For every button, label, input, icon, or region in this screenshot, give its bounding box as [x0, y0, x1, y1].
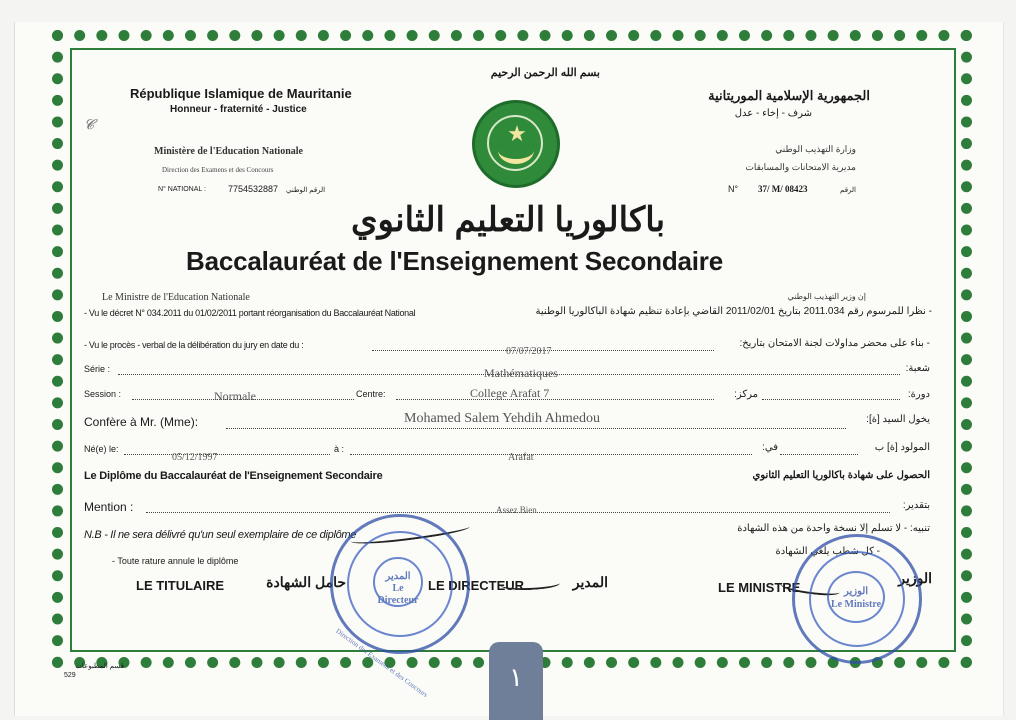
minister-stamp [792, 534, 922, 664]
session-value: Normale [214, 389, 256, 403]
session-ar: دورة: [907, 389, 930, 400]
proces-fr: - Vu le procès - verbal de la délibération du jury en date du : [84, 340, 304, 350]
ministre-ar: الوزير [898, 570, 932, 586]
direction-fr: Direction des Examens et des Concours [162, 166, 274, 174]
page-tab[interactable]: ١ [489, 642, 543, 720]
mention-value: Assez Bien [496, 505, 537, 515]
confere-dotline [226, 428, 846, 429]
centre-value: College Arafat 7 [470, 386, 550, 400]
born-fr: Né(e) le: [84, 444, 119, 454]
director-stamp-ring-text: Direction des Examens et des Concours [334, 627, 430, 699]
session-fr: Session : [84, 389, 122, 399]
republic-fr: République Islamique de Mauritanie [130, 86, 352, 101]
director-stamp [330, 514, 470, 699]
decree-fr: - Vu le décret N° 034.2011 du 01/02/2011 portant réorganisation du Baccalauréat National [84, 308, 416, 318]
serie-value: Mathématiques [484, 366, 558, 380]
motto-fr: Honneur - fraternité - Justice [170, 104, 307, 115]
minister-stamp-core [827, 571, 885, 623]
directeur-fr: LE DIRECTEUR [428, 578, 525, 593]
national-label-ar: الرقم الوطني [286, 187, 326, 194]
minister-ar: إن وزير التهذيب الوطني [787, 292, 866, 301]
emblem-inner-ring [487, 115, 543, 171]
confere-ar: يخول السيد [ة]: [866, 414, 930, 425]
minister-fr: Le Ministre de l'Education Nationale [102, 292, 250, 303]
serie-fr: Série : [84, 364, 111, 374]
rature-ar: - كل شطب يلغي الشهادة [775, 546, 880, 557]
born-ar-dotline [780, 454, 858, 455]
director-stamp-text: Le Directeur [377, 583, 419, 606]
centre-dotline [396, 399, 714, 400]
basmala: بسم الله الرحمن الرحيم [490, 67, 600, 79]
crescent-icon [498, 137, 534, 164]
minister-stamp-ar: الوزير [843, 586, 869, 597]
national-number: 7754532887 [228, 184, 279, 194]
national-emblem [472, 100, 560, 188]
director-stamp-core [373, 557, 423, 607]
name-value: Mohamed Salem Yehdih Ahmedou [404, 411, 600, 426]
confere-fr: Confère à Mr. (Mme): [84, 415, 199, 429]
number-prefix: N° [728, 184, 739, 194]
directeur-ar: المدير [572, 574, 608, 590]
born-ar: المولود [ة] ب [874, 442, 930, 453]
proces-date: 07/07/2017 [506, 346, 552, 357]
print-number: 529 [64, 672, 76, 679]
proces-ar: - بناء على محضر مداولات لجنة الامتحان بتاريخ: [739, 338, 930, 349]
born-at-dotline [350, 454, 752, 455]
titulaire-ar: حامل الشهادة [266, 574, 346, 590]
centre-ar: مركز: [734, 389, 758, 400]
ministry-fr: Ministère de l'Education Nationale [154, 146, 303, 157]
rature-fr: - Toute rature annule le diplôme [112, 556, 239, 566]
ministre-fr: LE MINISTRE [718, 580, 801, 595]
mention-ar: بتقدير: [902, 500, 930, 511]
ministry-ar: وزارة التهذيب الوطني [775, 144, 856, 154]
national-label: N° NATIONAL : [158, 186, 206, 193]
born-value: 05/12/1997 [172, 452, 218, 463]
print-label-ar: قسم المطبوعات [75, 663, 124, 670]
direction-ar: مديرية الامتحانات والمسابقات [745, 162, 856, 172]
serie-ar: شعبة: [905, 363, 930, 374]
motto-ar: شرف - إخاء - عدل [734, 108, 812, 119]
born-place: Arafat [508, 452, 534, 463]
session-ar-dotline [762, 399, 900, 400]
mention-fr: Mention : [84, 500, 134, 514]
titulaire-fr: LE TITULAIRE [136, 578, 225, 593]
title-ar: باكالوريا التعليم الثانوي [350, 201, 666, 239]
born-at-fr: à : [334, 444, 345, 454]
star-icon: ★ [507, 121, 527, 146]
nb-fr: N.B - Il ne sera délivré qu'un seul exemplaire de ce diplôme [84, 529, 357, 541]
republic-ar: الجمهورية الإسلامية الموريتانية [708, 88, 870, 103]
title-fr: Baccalauréat de l'Enseignement Secondaire [186, 246, 723, 276]
centre-fr: Centre: [356, 389, 386, 399]
diploma-ar: الحصول على شهادة باكالوريا التعليم الثانوي [752, 470, 930, 481]
number-label-ar: الرقم [840, 187, 856, 194]
born-dotline [124, 454, 330, 455]
director-stamp-ar: المدير [385, 571, 411, 582]
nb-ar: تنبيه: - لا تسلم إلا نسخة واحدة من هذه الشهادة [737, 523, 930, 534]
diploma-fr: Le Diplôme du Baccalauréat de l'Enseignement Secondaire [84, 470, 383, 482]
handwritten-mark: 𝓒 [84, 118, 94, 133]
minister-stamp-text: Le Ministre [830, 599, 882, 610]
decree-ar: - نظرا للمرسوم رقم 2011.034 بتاريخ 2011/02/01 القاضي بإعادة تنظيم شهادة الباكالوريا الوطنية [535, 306, 932, 317]
born-in-ar: في: [762, 442, 778, 453]
number-value: 37/ M/ 08423 [758, 184, 808, 194]
